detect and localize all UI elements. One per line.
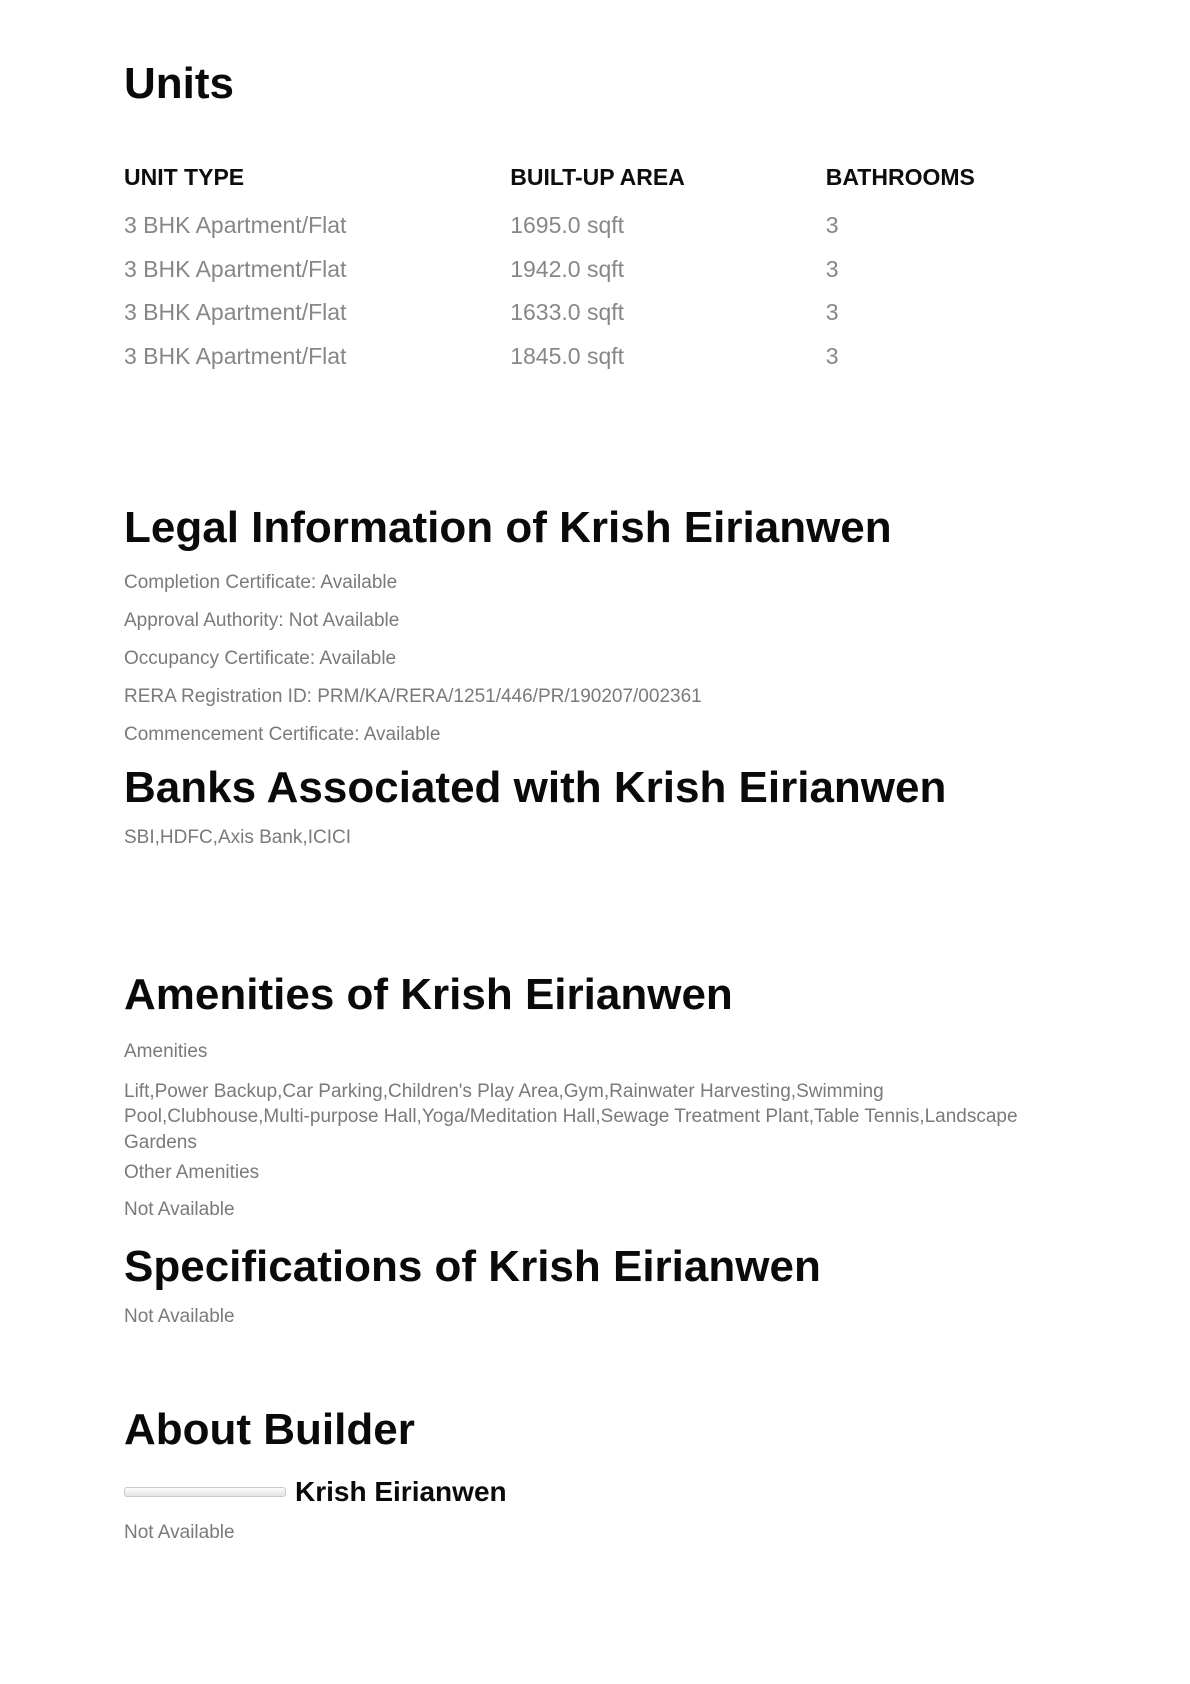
table-row: [124, 248, 1066, 291]
unit-type-cell: 3 BHK Apartment/Flat: [124, 342, 347, 369]
specifications-section: [124, 1241, 1066, 1328]
table-row: [124, 204, 1066, 247]
specifications-value: Not Available: [124, 1305, 235, 1327]
amenities-label: Amenities: [124, 1041, 208, 1062]
bathrooms-cell: 3: [825, 342, 839, 369]
amenities-heading: Amenities of Krish Eirianwen: [124, 970, 733, 1020]
rera-registration-line: RERA Registration ID: PRM/KA/RERA/1251/446/PR/190207/002361: [124, 686, 702, 708]
builder-logo-image: [124, 1487, 286, 1497]
other-amenities-value: Not Available: [124, 1198, 235, 1220]
units-heading: Units: [124, 59, 234, 108]
built-up-area-cell: 1695.0 sqft: [510, 212, 625, 239]
completion-certificate-line: Completion Certificate: Available: [124, 572, 398, 593]
banks-heading: Banks Associated with Krish Eirianwen: [124, 763, 947, 813]
table-row: [124, 335, 1066, 378]
unit-type-cell: 3 BHK Apartment/Flat: [124, 212, 347, 239]
bathrooms-cell: 3: [825, 255, 839, 282]
occupancy-certificate-line: Occupancy Certificate: Available: [124, 648, 397, 670]
unit-type-column-header: UNIT TYPE: [124, 163, 245, 190]
built-up-area-column-header: BUILT-UP AREA: [510, 163, 685, 190]
amenities-list: Lift,Power Backup,Car Parking,Children's Play Area,Gym,Rainwater Harvesting,Swimming Pool,Clubhouse,Multi-purpose Hall,Yoga/Meditation Hall,Sewage Treatment Plant,Table Tennis,Landscape Gardens: [124, 1081, 1018, 1153]
banks-list: SBI,HDFC,Axis Bank,ICICI: [124, 827, 351, 849]
bathrooms-cell: 3: [825, 212, 839, 239]
bathrooms-column-header: BATHROOMS: [825, 163, 975, 190]
built-up-area-cell: 1942.0 sqft: [510, 255, 625, 282]
commencement-certificate-line: Commencement Certificate: Available: [124, 724, 441, 746]
table-row: [124, 291, 1066, 334]
legal-information-section: [124, 502, 1066, 746]
approval-authority-line: Approval Authority: Not Available: [124, 610, 400, 632]
builder-description: Not Available: [124, 1521, 235, 1543]
banks-section: [124, 762, 1066, 849]
unit-type-cell: 3 BHK Apartment/Flat: [124, 255, 347, 282]
builder-row: [124, 1476, 1066, 1508]
units-table: [124, 164, 1066, 378]
about-builder-heading: About Builder: [124, 1404, 415, 1454]
bathrooms-cell: 3: [825, 299, 839, 326]
about-builder-section: [124, 1404, 1066, 1544]
units-section: [124, 58, 1066, 378]
specifications-heading: Specifications of Krish Eirianwen: [124, 1241, 821, 1291]
units-table-header-row: [124, 164, 1066, 204]
amenities-section: [124, 969, 1066, 1221]
built-up-area-cell: 1633.0 sqft: [510, 299, 625, 326]
other-amenities-label: Other Amenities: [124, 1161, 260, 1183]
builder-name: Krish Eirianwen: [295, 1475, 507, 1507]
built-up-area-cell: 1845.0 sqft: [510, 342, 625, 369]
legal-information-heading: Legal Information of Krish Eirianwen: [124, 503, 892, 553]
unit-type-cell: 3 BHK Apartment/Flat: [124, 299, 347, 326]
